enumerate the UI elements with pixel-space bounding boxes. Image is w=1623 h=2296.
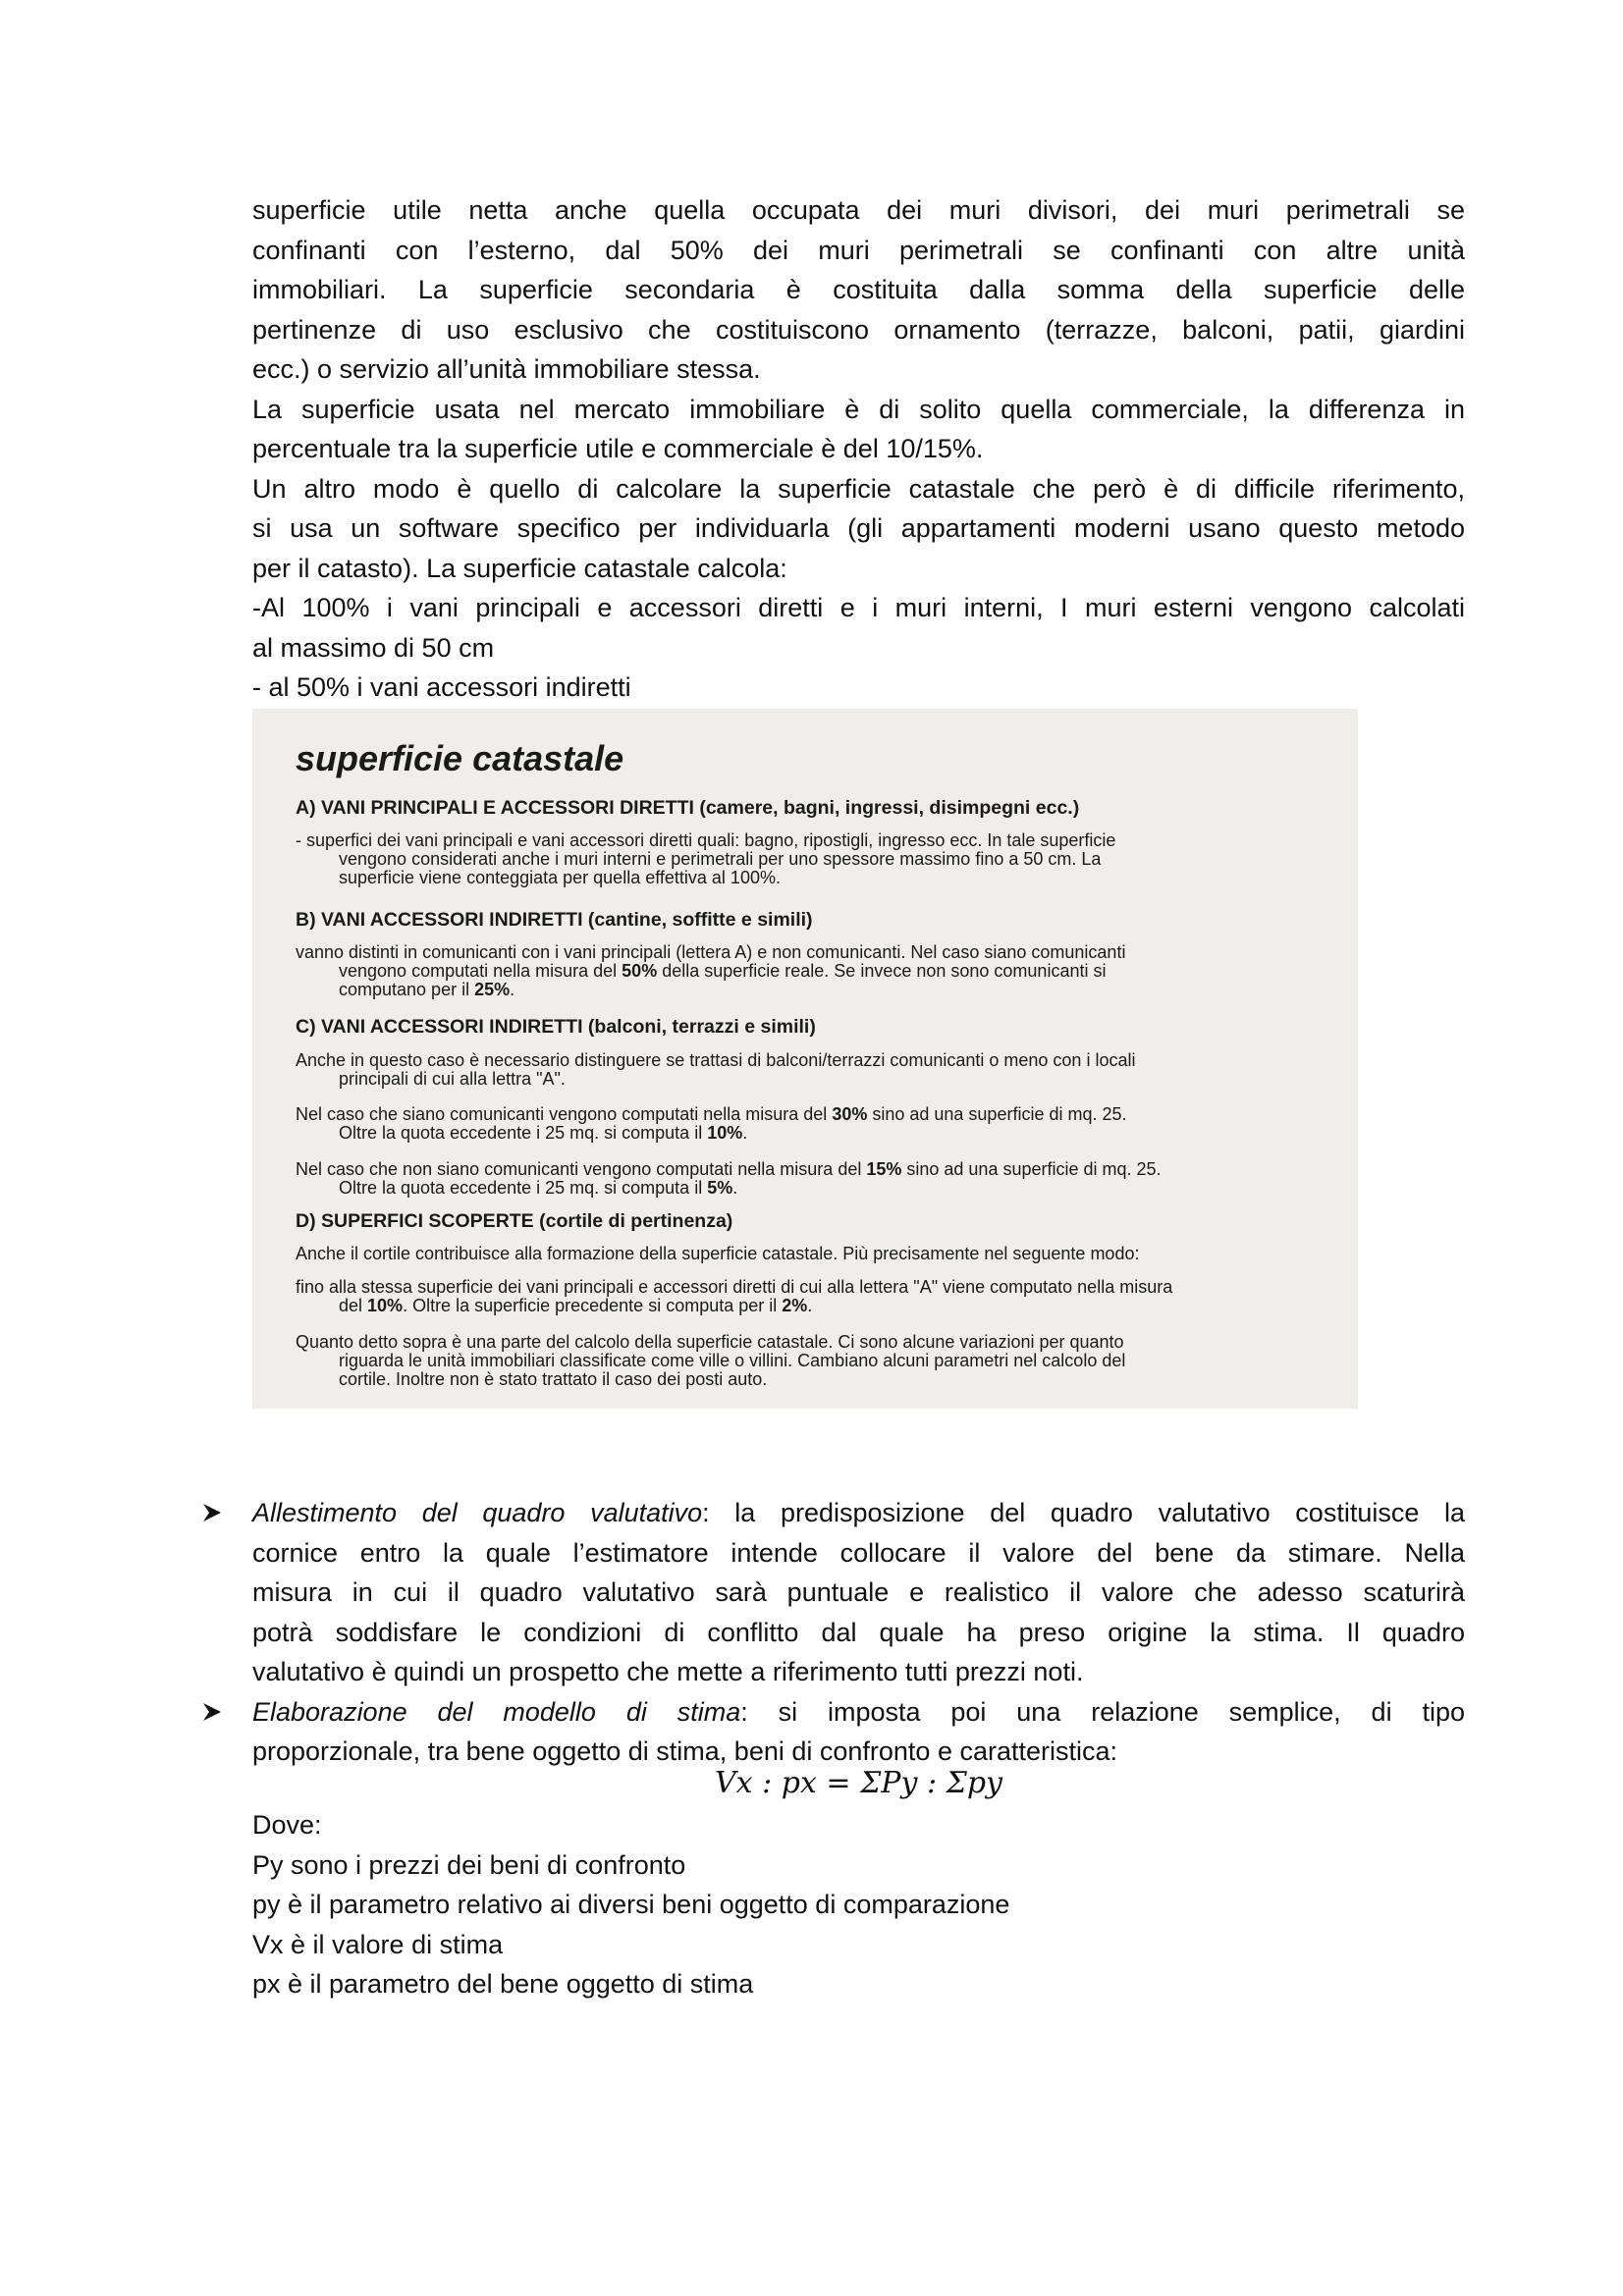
intro-line: ecc.) o servizio all’unità immobiliare stessa. [252,354,761,384]
section-a-text: - superfici dei vani principali e vani accessori diretti quali: bagno, ripostigli, ingresso ecc. In tale superficie vengono considerati anche i muri interni e perimetrali per uno spessore massimo fino a 50 cm. La superficie viene conteggiata per quella effettiva al 100%. [296,830,1116,887]
paragraph-line: si usa un software specifico per individuarla (gli appartamenti moderni usano questo metodo [252,513,1465,543]
bullet-list [252,1493,1465,1772]
section-c-text-3: Nel caso che non siano comunicanti vengono computati nella misura del 15% sino ad una superficie di mq. 25. Oltre la quota eccedente i 25 mq. si computa il 5%. [296,1159,1162,1198]
definition-line: px è il parametro del bene oggetto di stima [252,1969,754,1999]
definition-line: py è il parametro relativo ai diversi beni oggetto di comparazione [252,1890,1010,1919]
bullet-item: Elaborazione del modello di stima: si imposta poi una relazione semplice, di tipo proporzionale, tra bene oggetto di stima, beni di confronto e caratteristica: [252,1692,1465,1772]
intro-line: confinanti con l’esterno, dal 50% dei muri perimetrali se confinanti con altre unità [252,235,1465,265]
section-d-heading: D) SUPERFICI SCOPERTE (cortile di pertinenza) [296,1210,733,1232]
paragraph-line: al massimo di 50 cm [252,632,495,663]
section-d-text-3: Quanto detto sopra è una parte del calcolo della superficie catastale. Ci sono alcune variazioni per quanto riguarda le unità immobiliari classificate come ville o villini. Cambiano alcuni parametri nel calcolo del cortile. Inoltre non è stato trattato il caso dei posti auto. [296,1332,1126,1389]
figure-title: superficie catastale [296,738,624,778]
formula: Vx : px = ΣPy : Σpy [715,1766,1002,1800]
bullet-label: Allestimento del quadro valutativo [252,1498,703,1527]
bullet-line: potrà soddisfare le condizioni di conflitto dal quale ha preso origine la stima. Il quadro [252,1617,1465,1647]
bullet-line: cornice entro la quale l’estimatore intende collocare il valore del bene da stimare. Nella [252,1537,1465,1568]
definition-line: Vx è il valore di stima [252,1929,504,1959]
intro-line: superficie utile netta anche quella occupata dei muri divisori, dei muri perimetrali se [252,195,1465,225]
paragraph-line: La superficie usata nel mercato immobiliare è di solito quella commerciale, la differenza in [252,394,1465,424]
paragraph-line: - al 50% i vani accessori indiretti [252,672,631,702]
bullet-item: Allestimento del quadro valutativo: la predisposizione del quadro valutativo costituisce la cornice entro la quale l’estimatore intende collocare il valore del bene da stimare. Nella misura in cui il quadro valutativo sarà puntuale e realistico il valore che adesso scaturirà potrà soddisfare le condizioni di conflitto dal quale ha preso origine la stima. Il quadro valutativo è quindi un prospetto che mette a riferimento tutti prezzi noti. [252,1493,1465,1692]
section-d-text-2: fino alla stessa superficie dei vani principali e accessori diretti di cui alla lettera "A" viene computato nella misura del 10%. Oltre la superficie precedente si computa per il 2%. [296,1277,1173,1315]
paragraph-line: per il catasto). La superficie catastale calcola: [252,553,787,583]
definition-line: Dove: [252,1810,322,1840]
superficie-catastale-figure [252,709,1358,1409]
arrow-bullet-icon [201,1493,225,1532]
intro-line: pertinenze di uso esclusivo che costituiscono ornamento (terrazze, balconi, patii, giardini [252,314,1465,345]
intro-line: immobiliari. La superficie secondaria è costituita dalla somma della superficie delle [252,275,1465,304]
section-b-text: vanno distinti in comunicanti con i vani principali (lettera A) e non comunicanti. Nel caso siano comunicanti vengono computati nella misura del 50% della superficie reale. Se invece non sono comunicanti si computano per il 25%. [296,942,1126,999]
bullet-line: valutativo è quindi un prospetto che mette a riferimento tutti prezzi noti. [252,1657,1084,1686]
paragraph-line: percentuale tra la superficie utile e commerciale è del 10/15%. [252,434,984,463]
section-a-heading: A) VANI PRINCIPALI E ACCESSORI DIRETTI (camere, bagni, ingressi, disimpegni ecc.) [296,797,1080,819]
section-c-text-2: Nel caso che siano comunicanti vengono computati nella misura del 30% sino ad una superficie di mq. 25. Oltre la quota eccedente i 25 mq. si computa il 10%. [296,1104,1127,1143]
arrow-bullet-icon [201,1692,225,1732]
paragraph-line: -Al 100% i vani principali e accessori diretti e i muri interni, I muri esterni vengono calcolati [252,593,1465,622]
paragraph-line: Un altro modo è quello di calcolare la superficie catastale che però è di difficile riferimento, [252,473,1465,504]
section-d-text-1: Anche il cortile contribuisce alla formazione della superficie catastale. Più precisamente nel seguente modo: [296,1244,1140,1263]
section-b-heading: B) VANI ACCESSORI INDIRETTI (cantine, soffitte e simili) [296,909,813,931]
bullet-line: misura in cui il quadro valutativo sarà puntuale e realistico il valore che adesso scaturirà [252,1577,1465,1607]
bullet-label: Elaborazione del modello di stima [252,1696,741,1727]
section-c-heading: C) VANI ACCESSORI INDIRETTI (balconi, terrazzi e simili) [296,1016,816,1038]
bullet-line: proporzionale, tra bene oggetto di stima, beni di confronto e caratteristica: [252,1736,1118,1766]
intro-text [252,190,1465,708]
section-c-text-1: Anche in questo caso è necessario distinguere se trattasi di balconi/terrazzi comunicanti o meno con i locali principali di cui alla lettra "A". [296,1050,1136,1089]
definitions [252,1805,1465,2004]
definition-line: Py sono i prezzi dei beni di confronto [252,1849,686,1880]
